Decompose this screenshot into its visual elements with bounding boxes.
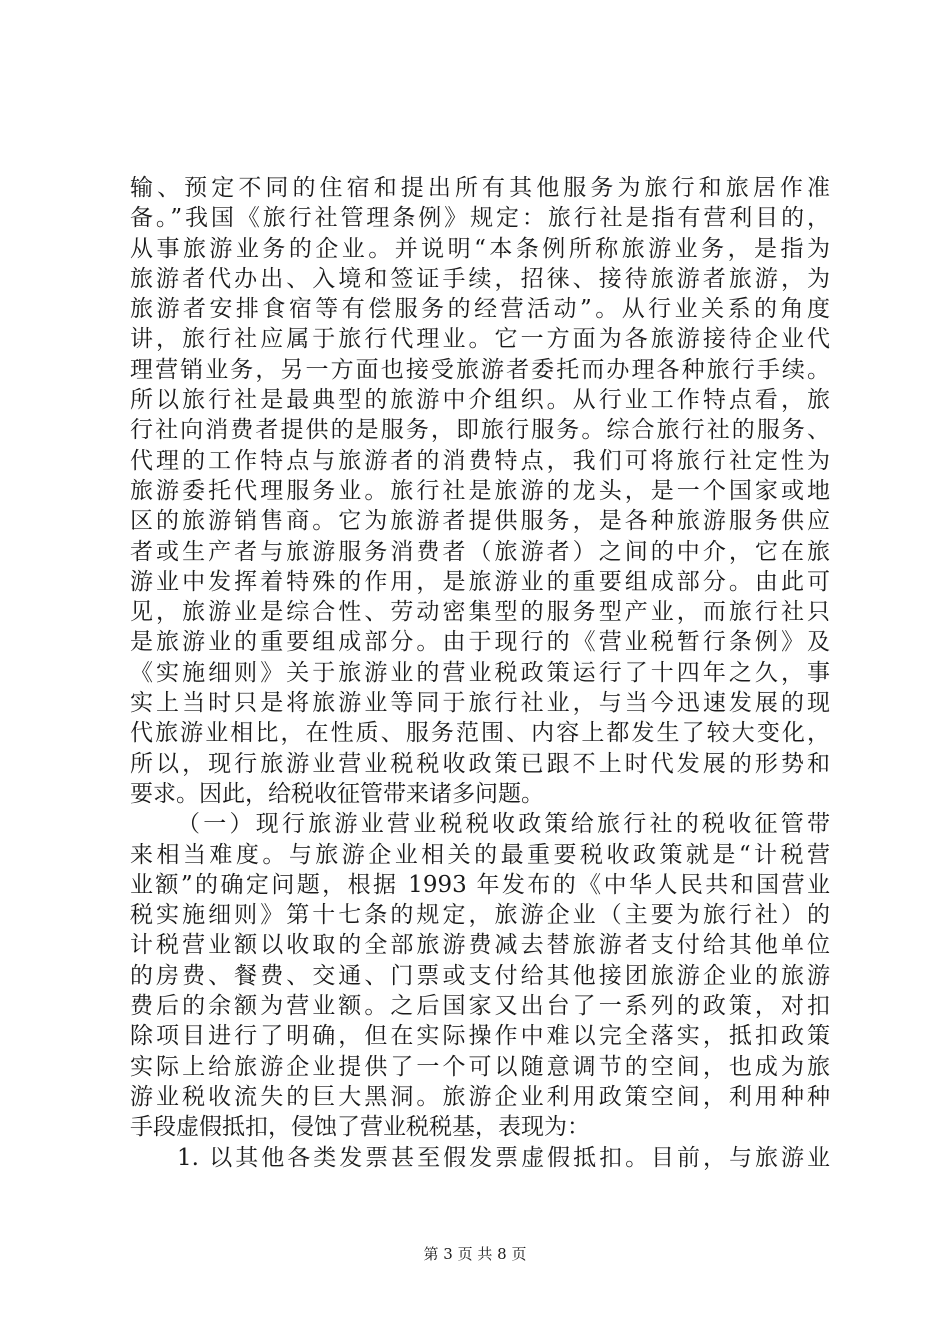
text-line: 代理的工作特点与旅游者的消费特点，我们可将旅行社定性为 [130,447,830,474]
text-line: 行社向消费者提供的是服务，即旅行服务。综合旅行社的服务、 [130,417,830,444]
text-line: 来相当难度。与旅游企业相关的最重要税收政策就是“计税营 [130,841,830,868]
text-line: 所以旅行社是最典型的旅游中介组织。从行业工作特点看，旅 [130,387,830,414]
text-line: 手段虚假抵扣，侵蚀了营业税税基，表现为： [130,1114,590,1141]
paragraph-first-line: （一）现行旅游业营业税税收政策给旅行社的税收征管带 [177,811,830,838]
text-line: 游业中发挥着特殊的作用，是旅游业的重要组成部分。由此可 [130,568,830,595]
text-line: 备。”我国《旅行社管理条例》规定：旅行社是指有营利目的， [130,205,830,232]
paragraph-first-line: 1. 以其他各类发票甚至假发票虚假抵扣。目前，与旅游业 [177,1144,830,1171]
text-line: 是旅游业的重要组成部分。由于现行的《营业税暂行条例》及 [130,629,830,656]
text-line: 《实施细则》关于旅游业的营业税政策运行了十四年之久，事 [130,659,830,686]
text-line: 讲，旅行社应属于旅行代理业。它一方面为各旅游接待企业代 [130,326,830,353]
text-line: 旅游委托代理服务业。旅行社是旅游的龙头，是一个国家或地 [130,477,830,504]
text-line: 业额”的确定问题，根据 1993 年发布的《中华人民共和国营业 [130,871,830,898]
text-line: 实际上给旅游企业提供了一个可以随意调节的空间，也成为旅 [130,1053,830,1080]
text-line: 要求。因此，给税收征管带来诸多问题。 [130,780,544,807]
text-line: 代旅游业相比，在性质、服务范围、内容上都发生了较大变化， [130,720,830,747]
text-line: 者或生产者与旅游服务消费者（旅游者）之间的中介，它在旅 [130,538,830,565]
text-line: 费后的余额为营业额。之后国家又出台了一系列的政策，对扣 [130,993,830,1020]
text-line: 从事旅游业务的企业。并说明“本条例所称旅游业务，是指为 [130,235,830,262]
text-line: 的房费、餐费、交通、门票或支付给其他接团旅游企业的旅游 [130,962,830,989]
text-line: 输、预定不同的住宿和提出所有其他服务为旅行和旅居作准 [130,175,830,201]
text-line: 理营销业务，另一方面也接受旅游者委托而办理各种旅行手续。 [130,356,830,383]
page-footer: 第 3 页 共 8 页 [423,1245,527,1263]
text-line: 实上当时只是将旅游业等同于旅行社业，与当今迅速发展的现 [130,690,830,717]
text-line: 旅游者安排食宿等有偿服务的经营活动”。从行业关系的角度 [130,296,830,323]
body-text [130,173,830,1173]
text-line: 旅游者代办出、入境和签证手续，招徕、接待旅游者旅游，为 [130,265,830,292]
text-line: 游业税收流失的巨大黑洞。旅游企业利用政策空间，利用种种 [130,1083,830,1110]
text-line: 计税营业额以收取的全部旅游费减去替旅游者支付给其他单位 [130,932,830,959]
text-line: 所以，现行旅游业营业税税收政策已跟不上时代发展的形势和 [130,750,830,777]
text-line: 除项目进行了明确，但在实际操作中难以完全落实，抵扣政策 [130,1023,830,1050]
text-line: 区的旅游销售商。它为旅游者提供服务，是各种旅游服务供应 [130,508,830,535]
text-line: 见，旅游业是综合性、劳动密集型的服务型产业，而旅行社只 [130,599,830,626]
text-line: 税实施细则》第十七条的规定，旅游企业（主要为旅行社）的 [130,902,830,929]
